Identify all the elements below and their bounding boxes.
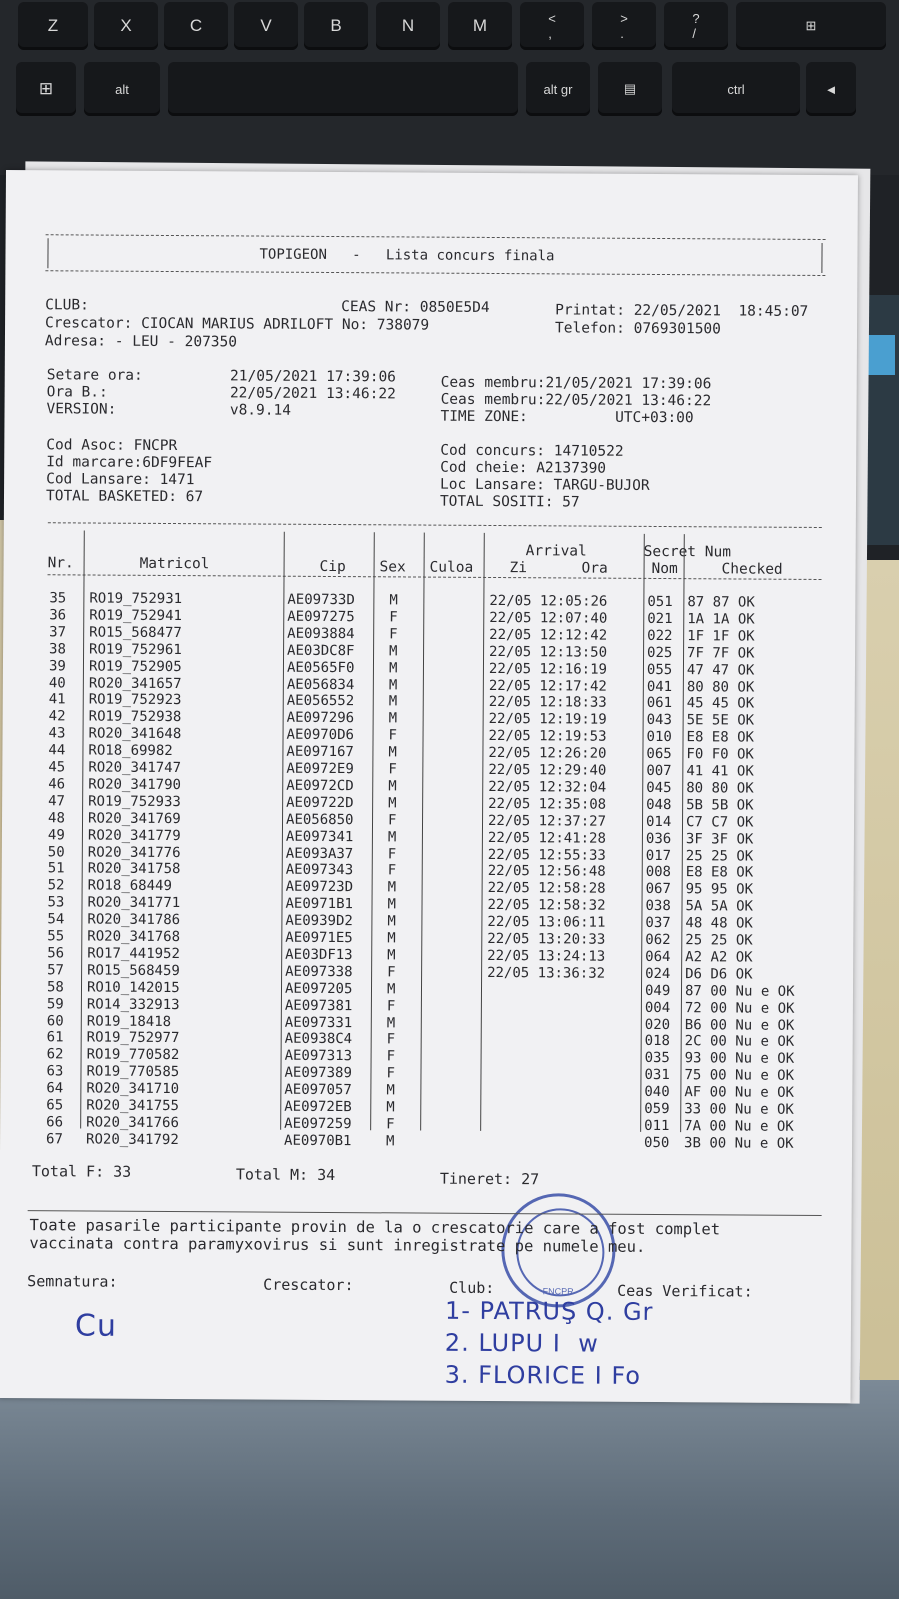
cell-matricol: RO18_68449 (87, 877, 172, 895)
cell-nom: 010 (646, 729, 672, 746)
cell-sex: F (389, 626, 398, 643)
declaration-line-1: Toate pasarile participante provin de la o crescatorie care a fost complet (29, 1216, 721, 1239)
cell-matricol: RO20_341790 (88, 776, 182, 793)
key-b: B (304, 2, 368, 50)
cell-sex: M (386, 1133, 395, 1150)
cod-lansare: Cod Lansare: 1471 (46, 471, 195, 489)
version: VERSION: v8.9.14 (46, 401, 292, 419)
cell-nr: 36 (49, 607, 67, 624)
cell-secret-checked: 1A 1A OK (687, 611, 755, 628)
cod-concurs: Cod concurs: 14710522 (440, 442, 624, 460)
cell-cip: AE097205 (284, 980, 353, 997)
key-v: V (234, 2, 298, 50)
cell-nr: 54 (47, 911, 65, 928)
cell-nr: 62 (46, 1046, 64, 1063)
cell-matricol: RO17_441952 (87, 945, 180, 962)
cell-secret-checked: A2 A2 OK (685, 949, 753, 966)
stamp-text: FNCPR (542, 1286, 574, 1297)
ceas-verificat-label: Ceas Verificat: (617, 1281, 753, 1301)
setare-ora: Setare ora: 21/05/2021 17:39:06 (46, 367, 396, 386)
cell-arrival: 22/05 12:55:33 (487, 846, 606, 864)
cell-arrival: 22/05 13:06:11 (487, 914, 606, 931)
header-culoa: Culoa (429, 559, 474, 576)
cell-sex: M (389, 592, 398, 609)
cell-arrival: 22/05 12:32:04 (488, 778, 607, 796)
cell-secret-checked: 47 47 OK (686, 661, 755, 679)
club-label: CLUB: (45, 297, 89, 314)
cell-nom: 061 (646, 695, 673, 712)
key-z: Z (18, 2, 88, 50)
cell-nom: 008 (645, 864, 672, 881)
cell-secret-checked: 25 25 OK (685, 932, 753, 949)
cell-secret-checked: 33 00 Nu e OK (684, 1101, 794, 1118)
loc-lansare: Loc Lansare: TARGU-BUJOR (440, 476, 650, 494)
cell-matricol: RO20_341769 (87, 810, 181, 827)
cell-secret-checked: E8 E8 OK (685, 864, 754, 881)
cell-matricol: RO20_341768 (87, 928, 181, 946)
cell-matricol: RO14_332913 (86, 996, 180, 1013)
cell-matricol: RO20_341648 (88, 725, 182, 743)
cell-sex: F (388, 761, 397, 778)
cell-matricol: RO10_142015 (86, 979, 180, 996)
cell-secret-checked: C7 C7 OK (685, 813, 754, 831)
cell-nom: 036 (645, 830, 672, 847)
ceas-membru-1: Ceas membru:21/05/2021 17:39:06 (440, 374, 712, 393)
cell-nom: 004 (644, 999, 671, 1016)
cell-matricol: RO20_341766 (86, 1114, 179, 1131)
cell-arrival: 22/05 12:26:20 (488, 745, 607, 762)
cod-cheie: Cod cheie: A2137390 (440, 459, 607, 477)
cell-nr: 50 (47, 843, 65, 860)
cell-nom: 065 (646, 746, 672, 763)
cell-nr: 37 (49, 624, 67, 641)
cell-sex: M (388, 710, 398, 727)
cell-secret-checked: 75 00 Nu e OK (684, 1067, 795, 1085)
cell-cip: AE0970D6 (286, 726, 355, 744)
cell-nom: 041 (646, 678, 673, 695)
handwritten-line-3: 3. FLORICE I Fo (444, 1360, 642, 1390)
cell-matricol: RO20_341786 (87, 911, 181, 929)
cell-arrival: 22/05 12:17:42 (488, 677, 607, 695)
cell-nom: 049 (644, 982, 671, 999)
key-alt-gr: alt gr (526, 62, 590, 116)
cell-secret-checked: 80 80 OK (686, 678, 755, 696)
key-comma: < , (520, 2, 584, 50)
cell-matricol: RO19_752923 (88, 691, 182, 709)
cell-nr: 35 (49, 590, 67, 607)
jeans-background (0, 1380, 899, 1599)
laptop-keyboard (0, 0, 899, 175)
cell-sex: M (387, 947, 396, 964)
cell-nr: 43 (48, 725, 66, 742)
cell-cip: AE097331 (284, 1014, 353, 1031)
tineret: Tineret: 27 (439, 1169, 540, 1189)
cell-sex: F (386, 997, 396, 1014)
cell-sex: F (387, 845, 397, 862)
cell-nr: 38 (49, 640, 66, 658)
declaration-line-2: vaccinata contra paramyxovirus si sunt inregistrate pe numele meu. (29, 1234, 646, 1256)
cell-sex: F (389, 609, 398, 626)
time-zone: TIME ZONE: UTC+03:00 (440, 408, 694, 427)
key-m: M (448, 2, 512, 50)
cell-arrival: 22/05 13:24:13 (487, 947, 606, 965)
ceas-nr: CEAS Nr: 0850E5D4 (341, 299, 490, 316)
cell-sex: F (387, 812, 397, 829)
cell-arrival: 22/05 12:13:50 (489, 643, 608, 661)
cell-secret-checked: 1F 1F OK (687, 627, 755, 645)
phone: Telefon: 0769301500 (554, 320, 721, 338)
cell-sex: M (388, 744, 397, 761)
race-result-sheet (0, 170, 858, 1403)
cell-nr: 53 (47, 894, 65, 911)
cell-secret-checked: 48 48 OK (685, 915, 753, 932)
handwritten-signature: Cu (74, 1308, 118, 1344)
cell-sex: F (386, 1048, 396, 1065)
cell-arrival: 22/05 12:12:42 (489, 626, 608, 644)
address: Adresa: - LEU - 207350 (44, 333, 238, 351)
cell-cip: AE097381 (284, 997, 353, 1014)
cell-matricol: RO20_341710 (86, 1080, 180, 1098)
cell-nr: 59 (46, 995, 64, 1012)
cell-matricol: RO15_568459 (87, 962, 180, 979)
cell-arrival: 22/05 12:56:48 (487, 863, 606, 881)
cell-secret-checked: 5E 5E OK (686, 712, 755, 729)
cell-cip: AE097343 (285, 862, 354, 879)
cell-nom: 007 (646, 762, 672, 780)
cell-nr: 40 (48, 674, 66, 691)
breeder-label: Crescator: (263, 1275, 354, 1295)
cell-arrival: 22/05 12:41:28 (487, 829, 606, 847)
cell-cip: AE03DC8F (287, 642, 355, 659)
cell-secret-checked: 80 80 OK (686, 780, 754, 797)
signature-label: Semnatura: (27, 1272, 118, 1291)
cell-matricol: RO20_341776 (87, 844, 181, 861)
cell-matricol: RO15_568477 (89, 624, 182, 641)
cell-sex: M (387, 913, 396, 930)
cell-cip: AE03DF13 (285, 946, 353, 964)
header-sex: Sex (379, 559, 406, 576)
cell-arrival: 22/05 12:18:33 (488, 694, 607, 712)
menu-key-icon: ▤ (598, 62, 662, 116)
cell-nr: 66 (46, 1114, 64, 1131)
cell-secret-checked: E8 E8 OK (686, 729, 755, 746)
id-marcare: Id marcare:6DF9FEAF (46, 454, 213, 472)
cell-cip: AE0565F0 (286, 659, 355, 676)
handwritten-line-1: 1- PATRUŞ Q. Gr (444, 1296, 654, 1326)
cell-nr: 47 (48, 793, 66, 810)
cell-nom: 020 (644, 1016, 671, 1033)
report-title: TOPIGEON - Lista concurs finala (259, 246, 555, 265)
header-ora: Ora (581, 560, 608, 577)
cell-cip: AE097338 (285, 963, 353, 980)
cell-cip: AE0939D2 (285, 912, 353, 930)
cell-cip: AE097389 (284, 1064, 352, 1082)
cell-matricol: RO20_341771 (87, 894, 181, 912)
cell-matricol: RO20_341755 (86, 1097, 180, 1115)
cell-nom: 067 (645, 881, 671, 898)
cell-matricol: RO19_752905 (88, 658, 182, 675)
total-sositi: TOTAL SOSITI: 57 (439, 493, 580, 511)
cell-arrival: 22/05 13:36:32 (487, 964, 606, 982)
windows-key-icon: ⊞ (16, 62, 76, 116)
cell-secret-checked: 87 87 OK (687, 594, 755, 611)
cell-nr: 39 (48, 657, 66, 674)
ceas-membru-2: Ceas membru:22/05/2021 13:46:22 (440, 391, 712, 410)
cell-cip: AE09733D (287, 591, 355, 609)
cell-matricol: RO19_770582 (86, 1046, 180, 1064)
cell-secret-checked: F0 F0 OK (686, 746, 754, 763)
header-checked: Checked (721, 561, 783, 578)
cell-sex: F (386, 1031, 396, 1048)
cell-nom: 038 (645, 898, 671, 915)
cell-sex: F (388, 727, 398, 744)
arrow-left-key-icon: ◄ (806, 62, 856, 116)
cell-cip: AE09723D (285, 879, 354, 896)
cell-cip: AE0938C4 (284, 1031, 353, 1048)
key-c: C (164, 2, 228, 50)
cell-secret-checked: 7A 00 Nu e OK (684, 1118, 794, 1135)
cell-nom: 031 (644, 1067, 670, 1084)
cell-cip: AE0970B1 (284, 1132, 352, 1149)
cell-sex: M (388, 659, 398, 676)
cell-nr: 51 (47, 860, 65, 877)
cell-nr: 44 (48, 742, 66, 759)
cell-nr: 67 (46, 1131, 63, 1148)
cell-sex: M (387, 828, 397, 845)
cell-cip: AE0972E9 (286, 760, 354, 778)
cell-matricol: RO20_341657 (88, 675, 182, 692)
key-period: > . (592, 2, 656, 50)
cell-nr: 45 (48, 759, 66, 776)
cell-matricol: RO19_752931 (89, 590, 183, 608)
cell-matricol: RO18_69982 (88, 742, 173, 760)
cell-sex: M (387, 879, 397, 896)
cell-cip: AE056552 (286, 693, 355, 710)
cell-nr: 63 (46, 1063, 64, 1080)
cell-cip: AE097341 (285, 828, 354, 845)
key-n: N (376, 2, 440, 50)
cell-sex: M (388, 676, 398, 693)
cell-cip: AE097057 (284, 1081, 352, 1099)
cell-cip: AE09722D (286, 794, 354, 811)
cell-secret-checked: 3F 3F OK (685, 830, 754, 848)
cell-secret-checked: 3B 00 Nu e OK (684, 1134, 794, 1152)
club-sign-label: Club: (449, 1278, 495, 1298)
cell-nom: 059 (644, 1100, 670, 1118)
cell-cip: AE056834 (286, 676, 355, 693)
key-slash: ? / (664, 2, 728, 50)
header-arrival: Arrival (525, 543, 587, 560)
cell-nom: 017 (645, 847, 672, 864)
cell-secret-checked: 87 00 Nu e OK (684, 982, 795, 1000)
cell-nr: 56 (47, 945, 65, 962)
cell-nom: 062 (645, 931, 671, 949)
cell-nom: 035 (644, 1050, 670, 1067)
cell-arrival: 22/05 12:58:28 (487, 880, 606, 897)
cell-arrival: 22/05 12:58:32 (487, 897, 606, 914)
cell-nom: 011 (644, 1117, 670, 1134)
cell-arrival: 22/05 12:29:40 (488, 761, 607, 779)
cell-matricol: RO19_770585 (86, 1063, 180, 1081)
cell-cip: AE097313 (284, 1048, 353, 1065)
cell-secret-checked: 5A 5A OK (685, 898, 753, 915)
cell-nr: 65 (46, 1097, 64, 1114)
cell-cip: AE0971E5 (285, 929, 353, 947)
cell-matricol: RO20_341747 (88, 759, 182, 777)
cell-arrival: 22/05 12:19:53 (488, 728, 607, 745)
cell-cip: AE097296 (286, 710, 355, 727)
cell-sex: M (388, 693, 398, 710)
cell-nom: 045 (646, 779, 672, 796)
cell-arrival: 22/05 12:19:19 (488, 711, 607, 728)
cell-secret-checked: B6 00 Nu e OK (684, 1016, 795, 1034)
cell-nom: 043 (646, 712, 672, 729)
cell-nr: 61 (46, 1029, 64, 1046)
cell-secret-checked: 41 41 OK (686, 763, 754, 780)
cell-nr: 41 (48, 691, 66, 708)
total-basketed: TOTAL BASKETED: 67 (45, 488, 204, 506)
cell-secret-checked: 95 95 OK (685, 881, 754, 898)
cell-nom: 014 (645, 813, 672, 830)
header-zi: Zi (509, 560, 528, 577)
cell-nom: 024 (645, 965, 671, 982)
cell-sex: M (386, 1014, 396, 1031)
cell-arrival: 22/05 13:20:33 (487, 930, 606, 948)
cell-secret-checked: AF 00 Nu e OK (684, 1084, 795, 1101)
cell-nr: 52 (47, 877, 65, 894)
key-x: X (94, 2, 158, 50)
key-shift: ⊞ (736, 2, 886, 50)
cell-secret-checked: 2C 00 Nu e OK (684, 1033, 795, 1051)
key-space (168, 62, 518, 116)
cell-cip: AE056850 (285, 811, 354, 828)
cell-arrival: 22/05 12:37:27 (487, 812, 607, 830)
cell-matricol: RO19_752977 (86, 1029, 180, 1047)
cell-secret-checked: 25 25 OK (685, 847, 754, 865)
cell-nr: 60 (46, 1012, 64, 1029)
table-row (0, 1131, 820, 1153)
cell-arrival: 22/05 12:35:08 (488, 795, 607, 813)
cell-sex: M (386, 981, 396, 998)
cell-nom: 064 (645, 948, 671, 965)
printed-at: Printat: 22/05/2021 18:45:07 (555, 302, 809, 320)
cell-sex: F (386, 1116, 395, 1133)
ora-b: Ora B.: 22/05/2021 13:46:22 (46, 384, 396, 403)
cell-matricol: RO19_18418 (86, 1013, 172, 1030)
cell-matricol: RO20_341792 (86, 1131, 179, 1148)
total-f: Total F: 33 (31, 1162, 132, 1181)
cell-nom: 050 (644, 1134, 670, 1151)
cell-secret-checked: 72 00 Nu e OK (684, 999, 795, 1017)
key-ctrl: ctrl (672, 62, 800, 116)
cell-secret-checked: 5B 5B OK (686, 796, 754, 814)
cell-nr: 48 (47, 809, 65, 827)
cell-matricol: RO19_752938 (88, 708, 182, 726)
cell-cip: AE097259 (284, 1115, 352, 1133)
cell-cip: AE093A37 (285, 845, 354, 862)
header-secret-num: Secret Num (643, 543, 732, 561)
cell-cip: AE097167 (286, 743, 354, 761)
cell-nr: 49 (47, 826, 65, 843)
cell-nr: 42 (48, 708, 66, 725)
cell-nom: 040 (644, 1084, 670, 1101)
cell-arrival: 22/05 12:16:19 (488, 660, 608, 678)
cod-asoc: Cod Asoc: FNCPR (46, 437, 178, 455)
cell-secret-checked: 45 45 OK (686, 695, 755, 712)
key-alt: alt (84, 62, 160, 116)
cell-sex: F (386, 1065, 395, 1082)
cell-sex: M (388, 778, 397, 795)
cell-matricol: RO19_752941 (89, 607, 183, 624)
cell-sex: F (387, 964, 396, 981)
cell-nom: 051 (647, 593, 673, 611)
cell-secret-checked: D6 D6 OK (685, 965, 753, 983)
breeder: Crescator: CIOCAN MARIUS ADRILOFT No: 738079 (45, 315, 430, 334)
cell-sex: M (387, 930, 396, 947)
cell-cip: AE0972EB (284, 1098, 352, 1116)
cell-nom: 048 (646, 796, 672, 813)
handwritten-line-2: 2. LUPU I w (444, 1328, 599, 1358)
cell-nr: 58 (46, 978, 64, 996)
cell-nom: 055 (646, 661, 673, 678)
cell-arrival: 22/05 12:07:40 (489, 609, 608, 627)
cell-secret-checked: 93 00 Nu e OK (684, 1050, 795, 1068)
cell-sex: F (387, 862, 397, 879)
cell-nom: 022 (647, 627, 673, 644)
cell-matricol: RO20_341758 (87, 860, 181, 878)
total-m: Total M: 34 (235, 1165, 336, 1185)
cell-sex: M (386, 1099, 395, 1116)
cell-nom: 018 (644, 1033, 671, 1050)
cell-nr: 57 (47, 962, 65, 979)
header-cip: Cip (319, 558, 346, 576)
cell-nr: 46 (48, 776, 66, 793)
cell-matricol: RO19_752933 (88, 793, 181, 810)
cell-cip: AE0971B1 (285, 895, 354, 913)
cell-nom: 025 (647, 644, 673, 661)
cell-sex: M (388, 795, 397, 812)
header-nr: Nr. (47, 555, 74, 572)
cell-sex: M (386, 1082, 395, 1099)
header-nom: Nom (651, 560, 678, 578)
cell-matricol: RO20_341779 (87, 827, 181, 844)
cell-sex: M (387, 896, 397, 913)
cell-sex: M (389, 643, 398, 660)
cell-arrival: 22/05 12:05:26 (489, 592, 608, 610)
header-matricol: Matricol (139, 555, 210, 573)
cell-cip: AE093884 (287, 625, 355, 642)
cell-nr: 64 (46, 1080, 64, 1097)
cell-cip: AE0972CD (286, 777, 354, 795)
cell-nom: 021 (647, 610, 673, 627)
cell-matricol: RO19_752961 (89, 641, 182, 658)
cell-secret-checked: 7F 7F OK (687, 644, 755, 662)
cell-nom: 037 (645, 915, 671, 932)
cell-nr: 55 (47, 928, 65, 945)
cell-cip: AE097275 (287, 608, 355, 626)
